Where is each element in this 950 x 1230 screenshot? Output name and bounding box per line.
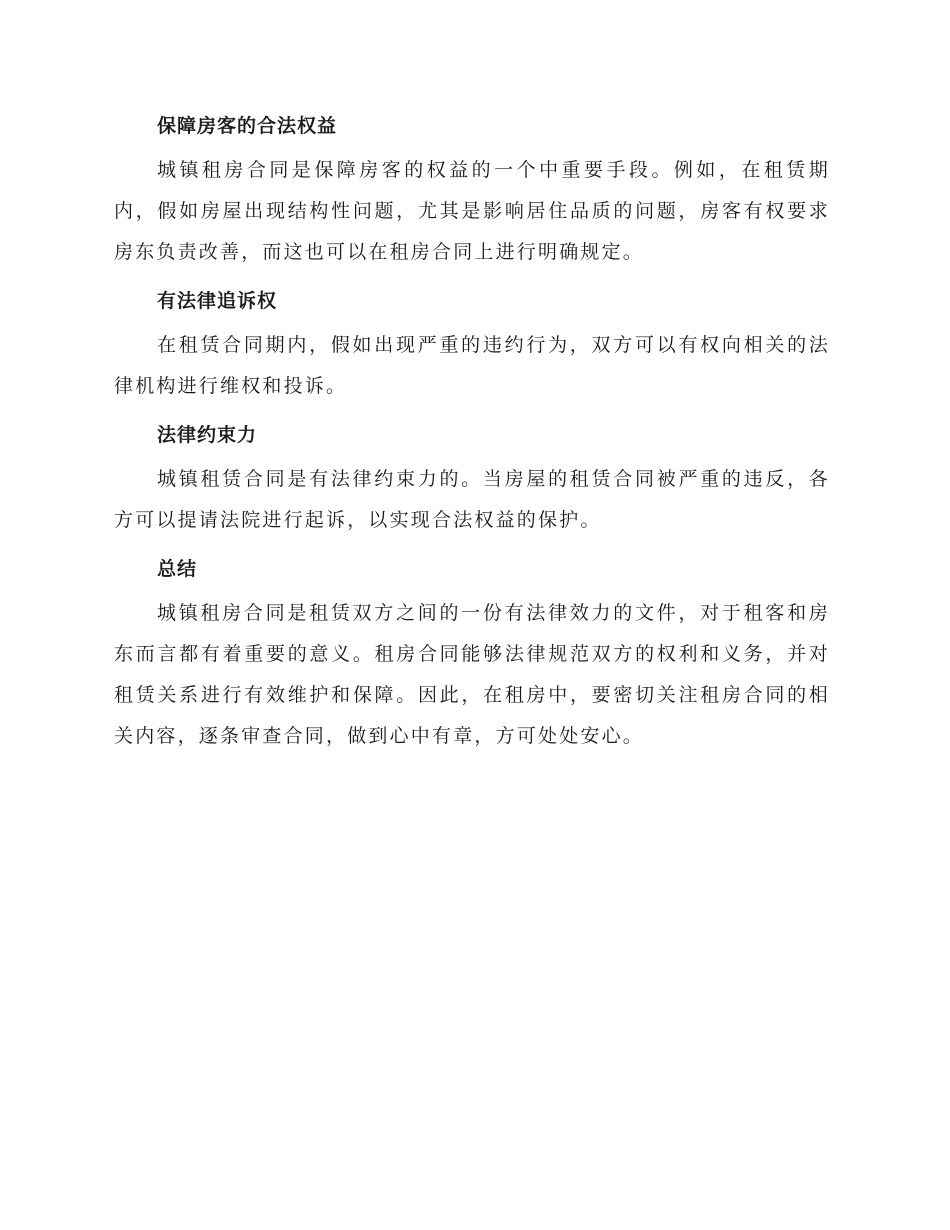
section-heading-legal-recourse: 有法律追诉权: [157, 290, 278, 312]
document-content: [114, 108, 830, 757]
section-body-legal-binding: 城镇租赁合同是有法律约束力的。当房屋的租赁合同被严重的违反，各方可以提请法院进行起诉，以实现合法权益的保护。: [114, 468, 830, 531]
section-heading-legal-binding: 法律约束力: [157, 424, 258, 446]
section-body-legal-recourse: 在租赁合同期内，假如出现严重的违约行为，双方可以有权向相关的法律机构进行维权和投诉。: [114, 334, 830, 397]
section-heading-summary: 总结: [157, 558, 198, 580]
section-heading-tenant-rights: 保障房客的合法权益: [157, 115, 338, 137]
section-body-tenant-rights: 城镇租房合同是保障房客的权益的一个中重要手段。例如，在租赁期内，假如房屋出现结构性问题，尤其是影响居住品质的问题，房客有权要求房东负责改善，而这也可以在租房合同上进行明确规定。: [114, 159, 830, 263]
section-body-summary: 城镇租房合同是租赁双方之间的一份有法律效力的文件，对于租客和房东而言都有着重要的意义。租房合同能够法律规范双方的权利和义务，并对租赁关系进行有效维护和保障。因此，在租房中，要密切关注租房合同的相关内容，逐条审查合同，做到心中有章，方可处处安心。: [114, 602, 830, 747]
